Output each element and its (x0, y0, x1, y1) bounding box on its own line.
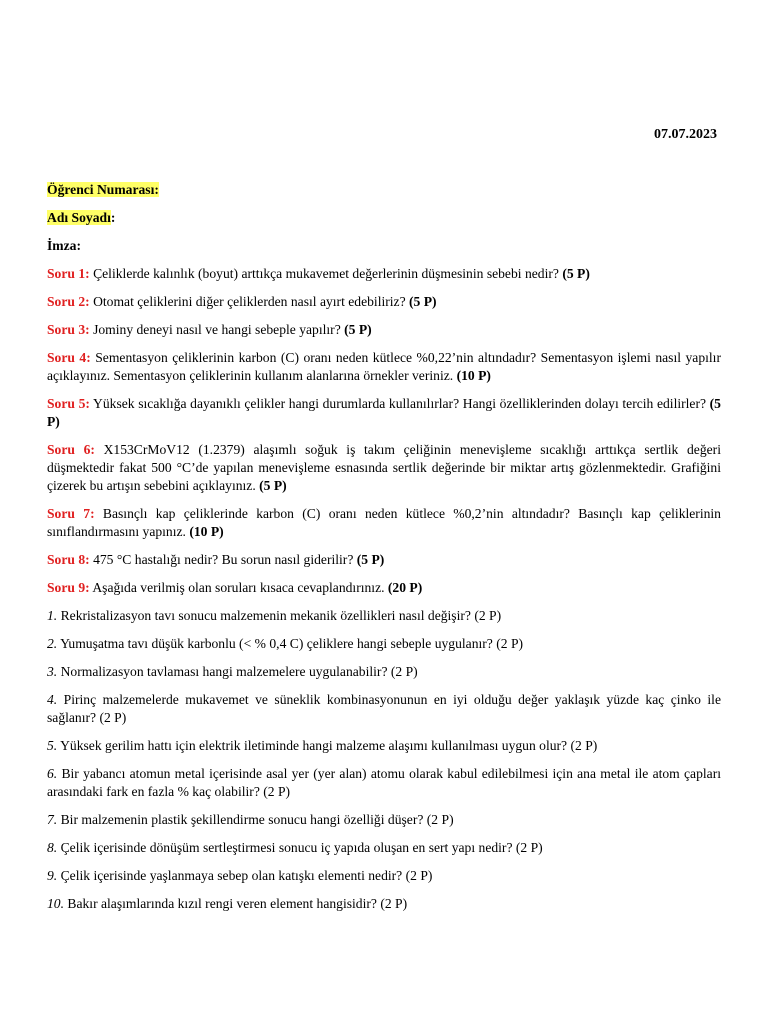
question-label: Soru 9: (47, 580, 90, 595)
question-label: Soru 1: (47, 266, 90, 281)
subquestion-text: Normalizasyon tavlaması hangi malzemelere uygulanabilir? (2 P) (57, 664, 418, 679)
subquestion-number: 10. (47, 896, 64, 911)
subquestion-text: Çelik içerisinde yaşlanmaya sebep olan katışkı elementi nedir? (2 P) (57, 868, 433, 883)
question-5 (47, 395, 721, 431)
question-points: (10 P) (189, 524, 224, 539)
subquestion-text: Çelik içerisinde dönüşüm sertleştirmesi sonucu iç yapıda oluşan en sert yapı nedir? (2 P) (57, 840, 543, 855)
question-1 (47, 265, 721, 283)
question-4 (47, 349, 721, 385)
subquestion-5 (47, 737, 721, 755)
question-points: (10 P) (456, 368, 491, 383)
subquestion-3 (47, 663, 721, 681)
question-text: Basınçlı kap çeliklerinde karbon (C) oranı neden kütlece %0,2’nin altındadır? Basınçlı kap çeliklerinin sınıflandırmasını yapınız. (47, 506, 721, 539)
subquestion-9 (47, 867, 721, 885)
question-label: Soru 5: (47, 396, 90, 411)
name-field (47, 209, 721, 227)
question-9 (47, 579, 721, 597)
question-points: (5 P) (344, 322, 372, 337)
name-colon: : (110, 210, 116, 225)
subquestion-6 (47, 765, 721, 801)
question-3 (47, 321, 721, 339)
subquestion-number: 9. (47, 868, 58, 883)
subquestion-10 (47, 895, 721, 913)
subquestion-text: Bakır alaşımlarında kızıl rengi veren element hangisidir? (2 P) (64, 896, 408, 911)
subquestion-text: Bir yabancı atomun metal içerisinde asal yer (yer alan) atomu olarak kabul edilebilmesi için ana metal ile atom çapları arasındaki fark en fazla % kaç olabilir? (2 P) (47, 766, 721, 799)
subquestion-8 (47, 839, 721, 857)
question-text: Aşağıda verilmiş olan soruları kısaca cevaplandırınız. (89, 580, 388, 595)
subquestion-number: 7. (47, 812, 58, 827)
signature-label: İmza: (47, 238, 81, 253)
subquestion-number: 2. (47, 636, 58, 651)
exam-date: 07.07.2023 (654, 127, 717, 142)
subquestion-2 (47, 635, 721, 653)
signature-field (47, 237, 721, 255)
question-points: (5 P) (356, 552, 385, 567)
question-label: Soru 8: (47, 552, 90, 567)
question-points: (20 P) (387, 580, 423, 595)
question-points: (5 P) (259, 478, 287, 493)
question-points: (5 P) (47, 396, 721, 429)
question-text: X153CrMoV12 (1.2379) alaşımlı soğuk iş takım çeliğinin menevişleme sıcaklığı arttıkça sertlik değeri düşmektedir fakat 500 °C’de yapılan menevişleme esnasında sertlik değerinde bir miktar artış gözlenmektedir. Grafiğini çizerek bu artışın sebebini açıklayınız. (47, 442, 721, 493)
subquestion-text: Pirinç malzemelerde mukavemet ve süneklik kombinasyonunun en iyi olduğu değer yaklaşık yüzde kaç çinko ile sağlanır? (2 P) (47, 692, 721, 725)
student-number-field (47, 181, 721, 199)
subquestion-number: 3. (47, 664, 58, 679)
question-label: Soru 2: (47, 294, 90, 309)
name-label: Adı Soyadı (47, 210, 111, 225)
question-text: Sementasyon çeliklerinin karbon (C) oranı neden kütlece %0,22’nin altındadır? Sementasyon işlemi nasıl yapılır açıklayınız. Sementasyon çeliklerinin kullanım alanlarına örnekler veriniz. (47, 350, 721, 383)
subquestion-number: 4. (47, 692, 58, 707)
question-6 (47, 441, 721, 495)
question-text: 475 °C hastalığı nedir? Bu sorun nasıl giderilir? (89, 552, 357, 567)
subquestion-number: 8. (47, 840, 58, 855)
question-8 (47, 551, 721, 569)
question-text: Yüksek sıcaklığa dayanıklı çelikler hangi durumlarda kullanılırlar? Hangi özelliklerinden dolayı tercih edilirler? (89, 396, 710, 411)
question-text: Jominy deneyi nasıl ve hangi sebeple yapılır? (89, 322, 345, 337)
question-text: Otomat çeliklerini diğer çeliklerden nasıl ayırt edebiliriz? (89, 294, 410, 309)
question-points: (5 P) (409, 294, 437, 309)
exam-content (47, 181, 721, 923)
subquestion-text: Yumuşatma tavı düşük karbonlu (< % 0,4 C) çeliklere hangi sebeple uygulanır? (2 P) (57, 636, 524, 651)
question-text: Çeliklerde kalınlık (boyut) arttıkça mukavemet değerlerinin düşmesinin sebebi nedir? (89, 266, 563, 281)
subquestion-7 (47, 811, 721, 829)
subquestion-4 (47, 691, 721, 727)
subquestion-number: 6. (47, 766, 58, 781)
subquestion-text: Bir malzemenin plastik şekillendirme sonucu hangi özelliği düşer? (2 P) (57, 812, 454, 827)
question-label: Soru 4: (47, 350, 91, 365)
subquestion-text: Yüksek gerilim hattı için elektrik iletiminde hangi malzeme alaşımı kullanılması uygun olur? (2 P) (57, 738, 598, 753)
subquestion-number: 1. (47, 608, 58, 623)
subquestion-1 (47, 607, 721, 625)
question-label: Soru 7: (47, 506, 95, 521)
student-number-label: Öğrenci Numarası: (47, 182, 159, 197)
question-7 (47, 505, 721, 541)
question-label: Soru 6: (47, 442, 95, 457)
subquestion-text: Rekristalizasyon tavı sonucu malzemenin mekanik özellikleri nasıl değişir? (2 P) (57, 608, 502, 623)
question-label: Soru 3: (47, 322, 90, 337)
question-2 (47, 293, 721, 311)
subquestion-number: 5. (47, 738, 58, 753)
question-points: (5 P) (562, 266, 590, 281)
